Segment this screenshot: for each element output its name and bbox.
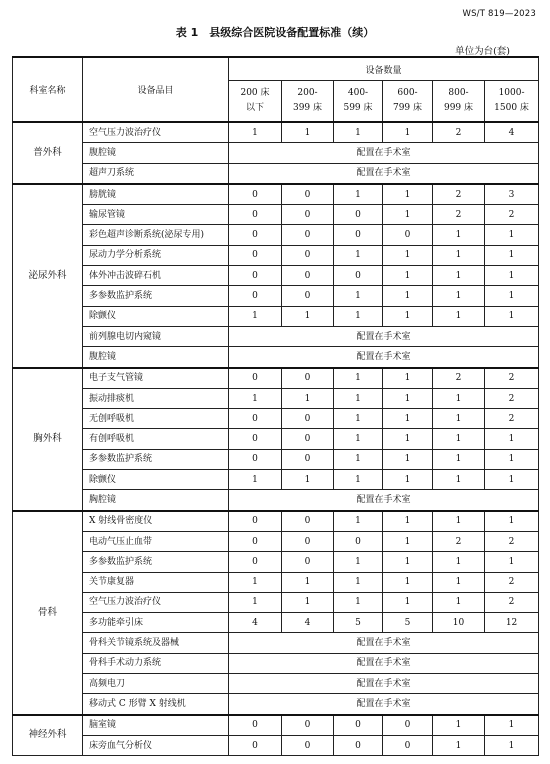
quantity-cell: 1 [383, 286, 433, 306]
quantity-cell: 0 [282, 511, 334, 532]
quantity-cell: 1 [334, 429, 383, 449]
quantity-cell: 1 [334, 449, 383, 469]
table-row [13, 225, 539, 245]
header-bed-range-line: 200- [297, 88, 318, 98]
quantity-cell: 5 [334, 613, 383, 633]
table-row [13, 490, 539, 511]
quantity-cell: 0 [383, 735, 433, 755]
quantity-cell: 0 [229, 409, 282, 429]
quantity-cell: 2 [433, 205, 485, 225]
quantity-cell: 1 [334, 592, 383, 612]
quantity-cell: 0 [334, 735, 383, 755]
quantity-cell: 1 [485, 470, 539, 490]
table-row [13, 674, 539, 694]
table-row [13, 429, 539, 449]
quantity-cell: 0 [334, 266, 383, 286]
equipment-item-cell: 胸腔镜 [83, 490, 229, 511]
quantity-cell: 1 [282, 592, 334, 612]
quantity-cell: 1 [383, 572, 433, 592]
header-department: 科室名称 [13, 57, 83, 122]
quantity-cell: 2 [485, 205, 539, 225]
quantity-cell: 0 [334, 205, 383, 225]
department-cell: 神经外科 [13, 715, 83, 756]
table-row [13, 368, 539, 389]
quantity-cell: 1 [485, 306, 539, 326]
quantity-cell: 1 [334, 368, 383, 389]
quantity-cell: 0 [282, 552, 334, 572]
header-bed-range-line: 399 床 [292, 103, 323, 113]
quantity-cell: 4 [282, 613, 334, 633]
header-bed-range [334, 81, 383, 123]
equipment-item-cell: 高频电刀 [83, 674, 229, 694]
quantity-cell: 1 [229, 388, 282, 408]
equipment-item-cell: 关节康复器 [83, 572, 229, 592]
quantity-cell: 0 [229, 735, 282, 755]
quantity-cell: 1 [282, 572, 334, 592]
equipment-item-cell: 移动式 C 形臂 X 射线机 [83, 694, 229, 715]
placement-note-cell: 配置在手术室 [229, 694, 539, 715]
quantity-cell: 1 [485, 511, 539, 532]
quantity-cell: 0 [282, 225, 334, 245]
equipment-item-cell: 床旁血气分析仪 [83, 735, 229, 755]
table-row [13, 552, 539, 572]
equipment-item-cell: 电动气压止血带 [83, 531, 229, 551]
header-bed-range [282, 81, 334, 123]
quantity-cell: 0 [229, 449, 282, 469]
table-row [13, 245, 539, 265]
quantity-cell: 1 [383, 388, 433, 408]
quantity-cell: 1 [433, 592, 485, 612]
quantity-cell: 1 [433, 266, 485, 286]
equipment-item-cell: 电子支气管镜 [83, 368, 229, 389]
quantity-cell: 0 [282, 715, 334, 736]
table-row [13, 184, 539, 205]
placement-note-cell: 配置在手术室 [229, 490, 539, 511]
quantity-cell: 1 [383, 449, 433, 469]
quantity-cell: 1 [229, 592, 282, 612]
quantity-cell: 0 [229, 368, 282, 389]
quantity-cell: 1 [383, 245, 433, 265]
quantity-cell: 0 [229, 552, 282, 572]
table-row [13, 531, 539, 551]
table-row [13, 409, 539, 429]
quantity-cell: 0 [334, 225, 383, 245]
department-cell: 胸外科 [13, 368, 83, 511]
header-bed-range [485, 81, 539, 123]
quantity-cell: 1 [334, 245, 383, 265]
quantity-cell: 0 [229, 511, 282, 532]
table-row [13, 326, 539, 346]
quantity-cell: 1 [229, 122, 282, 143]
quantity-cell: 1 [383, 429, 433, 449]
quantity-cell: 0 [383, 715, 433, 736]
quantity-cell: 10 [433, 613, 485, 633]
quantity-cell: 1 [485, 429, 539, 449]
placement-note-cell: 配置在手术室 [229, 347, 539, 368]
quantity-cell: 0 [229, 715, 282, 736]
quantity-cell: 1 [433, 572, 485, 592]
placement-note-cell: 配置在手术室 [229, 633, 539, 653]
header-bed-range-line: 200 床 [240, 88, 270, 98]
quantity-cell: 1 [282, 306, 334, 326]
quantity-cell: 0 [383, 225, 433, 245]
quantity-cell: 0 [282, 409, 334, 429]
quantity-cell: 4 [229, 613, 282, 633]
quantity-cell: 1 [485, 552, 539, 572]
quantity-cell: 1 [334, 470, 383, 490]
quantity-cell: 1 [383, 205, 433, 225]
equipment-item-cell: 振动排痰机 [83, 388, 229, 408]
quantity-cell: 1 [433, 286, 485, 306]
quantity-cell: 2 [485, 531, 539, 551]
quantity-cell: 1 [485, 449, 539, 469]
quantity-cell: 1 [334, 184, 383, 205]
quantity-cell: 1 [433, 511, 485, 532]
quantity-cell: 0 [282, 735, 334, 755]
equipment-item-cell: 超声刀系统 [83, 163, 229, 184]
quantity-cell: 0 [282, 429, 334, 449]
quantity-cell: 1 [433, 429, 485, 449]
equipment-item-cell: 有创呼吸机 [83, 429, 229, 449]
quantity-cell: 2 [433, 368, 485, 389]
quantity-cell: 0 [282, 368, 334, 389]
quantity-cell: 3 [485, 184, 539, 205]
quantity-cell: 0 [282, 449, 334, 469]
quantity-cell: 1 [334, 409, 383, 429]
quantity-cell: 0 [282, 266, 334, 286]
table-row [13, 511, 539, 532]
equipment-item-cell: 多参数监护系统 [83, 286, 229, 306]
table-row [13, 633, 539, 653]
header-bed-range [383, 81, 433, 123]
quantity-cell: 1 [485, 286, 539, 306]
quantity-cell: 1 [282, 388, 334, 408]
quantity-cell: 1 [383, 306, 433, 326]
quantity-cell: 4 [485, 122, 539, 143]
equipment-item-cell: X 射线骨密度仪 [83, 511, 229, 532]
equipment-item-cell: 空气压力波治疗仪 [83, 122, 229, 143]
quantity-cell: 1 [383, 552, 433, 572]
equipment-table [12, 56, 539, 756]
quantity-cell: 0 [229, 225, 282, 245]
table-row [13, 205, 539, 225]
table-row [13, 735, 539, 755]
quantity-cell: 1 [433, 306, 485, 326]
quantity-cell: 1 [334, 306, 383, 326]
equipment-item-cell: 多参数监护系统 [83, 552, 229, 572]
quantity-cell: 2 [485, 592, 539, 612]
department-cell: 泌尿外科 [13, 184, 83, 368]
equipment-item-cell: 骨科关节镜系统及器械 [83, 633, 229, 653]
equipment-item-cell: 腹腔镜 [83, 347, 229, 368]
quantity-cell: 0 [229, 286, 282, 306]
department-cell: 普外科 [13, 122, 83, 184]
header-bed-range-line: 800- [448, 88, 469, 98]
header-bed-range-line: 799 床 [392, 103, 423, 113]
placement-note-cell: 配置在手术室 [229, 674, 539, 694]
quantity-cell: 5 [383, 613, 433, 633]
quantity-cell: 1 [383, 592, 433, 612]
quantity-cell: 1 [383, 409, 433, 429]
table-row [13, 694, 539, 715]
quantity-cell: 1 [334, 572, 383, 592]
quantity-cell: 1 [282, 470, 334, 490]
quantity-cell: 2 [433, 184, 485, 205]
quantity-cell: 1 [383, 122, 433, 143]
quantity-cell: 1 [433, 470, 485, 490]
quantity-cell: 0 [282, 184, 334, 205]
table-row [13, 306, 539, 326]
quantity-cell: 1 [383, 470, 433, 490]
quantity-cell: 2 [433, 122, 485, 143]
quantity-cell: 2 [485, 572, 539, 592]
quantity-cell: 0 [229, 266, 282, 286]
header-bed-range [229, 81, 282, 123]
quantity-cell: 2 [485, 368, 539, 389]
equipment-item-cell: 彩色超声诊断系统(泌尿专用) [83, 225, 229, 245]
placement-note-cell: 配置在手术室 [229, 143, 539, 163]
table-row [13, 653, 539, 673]
quantity-cell: 2 [485, 409, 539, 429]
header-bed-range-line: 以下 [245, 103, 264, 113]
placement-note-cell: 配置在手术室 [229, 163, 539, 184]
table-row [13, 572, 539, 592]
table-caption: 表 1 县级综合医院设备配置标准（续） [175, 26, 375, 39]
equipment-item-cell: 多参数监护系统 [83, 449, 229, 469]
quantity-cell: 0 [229, 531, 282, 551]
quantity-cell: 1 [229, 572, 282, 592]
quantity-cell: 1 [433, 552, 485, 572]
table-row [13, 266, 539, 286]
quantity-cell: 0 [229, 429, 282, 449]
quantity-cell: 1 [383, 368, 433, 389]
placement-note-cell: 配置在手术室 [229, 653, 539, 673]
quantity-cell: 2 [485, 388, 539, 408]
quantity-cell: 1 [334, 511, 383, 532]
header-bed-range-line: 999 床 [443, 103, 474, 113]
quantity-cell: 1 [334, 122, 383, 143]
table-row [13, 286, 539, 306]
header-bed-range-line: 1500 床 [494, 103, 529, 113]
table-row [13, 715, 539, 736]
equipment-item-cell: 腹腔镜 [83, 143, 229, 163]
quantity-cell: 0 [334, 531, 383, 551]
quantity-cell: 2 [433, 531, 485, 551]
quantity-cell: 1 [229, 306, 282, 326]
table-row [13, 470, 539, 490]
unit-note: 单位为台(套) [455, 46, 510, 57]
quantity-cell: 1 [383, 184, 433, 205]
header-item: 设备品目 [83, 57, 229, 122]
quantity-cell: 1 [433, 225, 485, 245]
equipment-item-cell: 前列腺电切内窥镜 [83, 326, 229, 346]
quantity-cell: 1 [485, 225, 539, 245]
quantity-cell: 1 [383, 266, 433, 286]
quantity-cell: 1 [334, 552, 383, 572]
standard-code: WS/T 819—2023 [462, 9, 536, 19]
quantity-cell: 1 [383, 531, 433, 551]
table-row [13, 592, 539, 612]
equipment-item-cell: 体外冲击波碎石机 [83, 266, 229, 286]
header-bed-range-line: 400- [347, 88, 369, 98]
quantity-cell: 0 [282, 286, 334, 306]
quantity-cell: 0 [282, 531, 334, 551]
quantity-cell: 1 [433, 388, 485, 408]
quantity-cell: 1 [282, 122, 334, 143]
header-bed-range-line: 599 床 [343, 103, 373, 113]
quantity-cell: 0 [229, 184, 282, 205]
quantity-cell: 1 [485, 266, 539, 286]
header-bed-range-line: 1000- [498, 88, 525, 98]
quantity-cell: 1 [229, 470, 282, 490]
table-row [13, 347, 539, 368]
quantity-cell: 0 [229, 205, 282, 225]
table-row [13, 143, 539, 163]
quantity-cell: 1 [433, 409, 485, 429]
quantity-cell: 0 [229, 245, 282, 265]
quantity-cell: 1 [433, 245, 485, 265]
quantity-cell: 12 [485, 613, 539, 633]
equipment-item-cell: 骨科手术动力系统 [83, 653, 229, 673]
quantity-cell: 1 [485, 735, 539, 755]
department-cell: 骨科 [13, 511, 83, 715]
table-row [13, 163, 539, 184]
quantity-cell: 0 [282, 245, 334, 265]
quantity-cell: 1 [485, 715, 539, 736]
equipment-item-cell: 脑室镜 [83, 715, 229, 736]
quantity-cell: 1 [433, 449, 485, 469]
equipment-item-cell: 空气压力波治疗仪 [83, 592, 229, 612]
equipment-item-cell: 除颤仪 [83, 470, 229, 490]
quantity-cell: 0 [334, 715, 383, 736]
quantity-cell: 1 [433, 735, 485, 755]
quantity-cell: 1 [433, 715, 485, 736]
header-quantity: 设备数量 [229, 57, 539, 81]
quantity-cell: 0 [282, 205, 334, 225]
quantity-cell: 1 [485, 245, 539, 265]
equipment-item-cell: 尿动力学分析系统 [83, 245, 229, 265]
table-row [13, 613, 539, 633]
table-row [13, 449, 539, 469]
quantity-cell: 1 [383, 511, 433, 532]
quantity-cell: 1 [334, 286, 383, 306]
placement-note-cell: 配置在手术室 [229, 326, 539, 346]
equipment-item-cell: 无创呼吸机 [83, 409, 229, 429]
equipment-item-cell: 除颤仪 [83, 306, 229, 326]
header-bed-range-line: 600- [397, 88, 418, 98]
equipment-item-cell: 膀胱镜 [83, 184, 229, 205]
equipment-item-cell: 多功能牵引床 [83, 613, 229, 633]
header-bed-range [433, 81, 485, 123]
table-row [13, 122, 539, 143]
table-row [13, 388, 539, 408]
quantity-cell: 1 [334, 388, 383, 408]
equipment-item-cell: 输尿管镜 [83, 205, 229, 225]
